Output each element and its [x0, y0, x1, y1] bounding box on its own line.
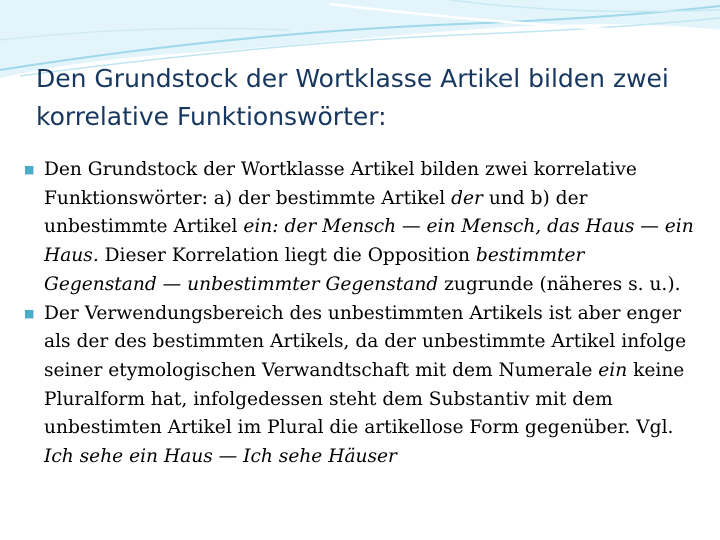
square-bullet-icon: ■	[24, 163, 35, 176]
text-segment: keine Pluralform hat, infolgedessen steht dem Substantiv mit dem unbestimten Artikel im Plural die artikellose Form gegenüber. Vgl.	[44, 359, 685, 439]
body-text	[24, 156, 700, 472]
italic-text-segment: bestimmter Gegenstand — unbestimmter Gegenstand	[44, 245, 585, 295]
italic-text-segment: ein	[598, 359, 628, 381]
square-bullet-icon: ■	[24, 306, 35, 320]
text-segment: Dieser Korrelation liegt die Opposition	[98, 245, 476, 267]
italic-text-segment: Ich sehe ein Haus — Ich sehe Häuser	[44, 446, 397, 468]
text-segment: und b) der unbestimmte Artikel	[44, 187, 588, 238]
paragraph-1	[24, 156, 700, 300]
italic-text-segment: der	[451, 187, 483, 209]
paragraph-2	[24, 300, 700, 472]
text-segment: Den Grundstock der Wortklasse Artikel bilden zwei korrelative Funktionswörter: a) der bestimmte Artikel	[44, 159, 637, 209]
slide-title: Den Grundstock der Wortklasse Artikel bilden zwei korrelative Funktionswörter:	[36, 64, 669, 131]
text-segment: Der Verwendungsbereich des unbestimmten Artikels ist aber enger als der des bestimmten Artikels, da der unbestimmte Artikel infolge seiner etymologischen Verwandtschaft mit dem Numerale	[44, 302, 687, 381]
text-segment: zugrunde (näheres s. u.).	[438, 273, 681, 295]
italic-text-segment: ein: der Mensch — ein Mensch, das Haus — ein Haus.	[44, 216, 694, 267]
